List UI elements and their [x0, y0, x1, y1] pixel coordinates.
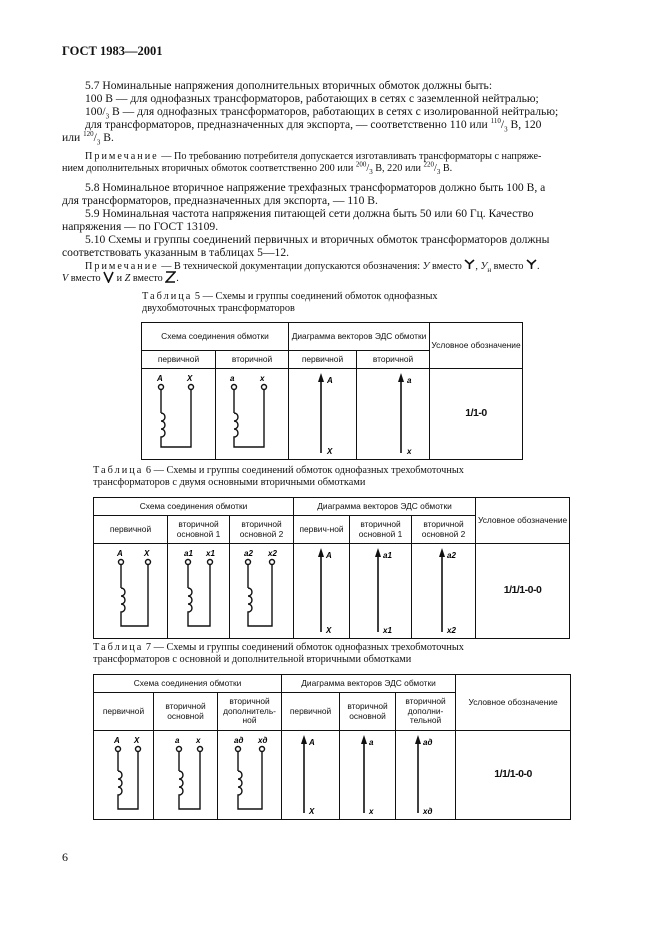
paragraph-5-8-line-1: 5.8 Номинальное вторичное напряжение трехфазных трансформаторов должно быть 100 В, а: [85, 181, 546, 194]
table-5-col-header: вторичной: [216, 351, 289, 369]
table-7: [93, 674, 571, 820]
paragraph-5-10-line-1: 5.10 Схемы и группы соединений первичных и вторичных обмоток трансформаторов должны: [85, 233, 550, 246]
table-7-scheme-secondary-additional: [218, 731, 282, 820]
winding-coil: [186, 560, 213, 627]
table-5-caption-line-1: Таблица 5 — Схемы и группы соединений обмоток однофазных: [142, 291, 438, 302]
terminal-label: x1: [206, 549, 215, 558]
emf-vector-diagram: [412, 544, 476, 638]
vector-label: A: [309, 738, 315, 747]
open-delta-icon: [103, 271, 114, 283]
terminal-label: a2: [244, 549, 253, 558]
paragraph-5-7-line-2: 100 В — для однофазных трансформаторов, работающих в сетях с заземленной нейтралью;: [85, 92, 539, 105]
winding-diagram: [218, 731, 282, 819]
paragraph-5-9-line-2: напряжения — по ГОСТ 13109.: [62, 220, 219, 233]
table-5-header-scheme: Схема соединения обмотки: [142, 323, 289, 351]
vector-arrowhead: [375, 548, 381, 557]
table-6-vector-secondary-1: [350, 544, 412, 639]
table-6-caption-line-2: трансформаторов с двумя основными вторичными обмотками: [93, 477, 366, 488]
table-7-col-header: вторичной дополни-тельной: [396, 693, 456, 731]
vector-label: X: [309, 807, 315, 816]
winding-coil: [116, 747, 141, 810]
vector-label: x2: [447, 626, 456, 635]
vector-label: X: [326, 626, 332, 635]
vector-label: aд: [423, 738, 433, 747]
table-5-header-symbol: Условное обозначение: [430, 323, 523, 369]
table-7-col-header: вторичной дополнитель-ной: [218, 693, 282, 731]
vector-arrowhead: [415, 735, 421, 744]
table-7-symbol-value: 1/1/1-0-0: [456, 731, 571, 820]
table-7-caption-line-1: Таблица 7 — Схемы и группы соединений обмоток однофазных трехобмоточных: [93, 642, 464, 653]
vector-arrowhead: [318, 373, 324, 382]
table-6-col-header: вторичной основной 1: [168, 516, 230, 544]
terminal-label: X: [187, 374, 193, 383]
paragraph-5-7-line-5: или $^{120}/_3$ В.: [62, 130, 114, 147]
winding-diagram: [168, 544, 230, 638]
terminal-label: x2: [268, 549, 277, 558]
paragraph-5-9-line-1: 5.9 Номинальная частота напряжения питающей сети должна быть 50 или 60 Гц. Качество: [85, 207, 534, 220]
table-7-vector-primary: [282, 731, 340, 820]
table-7-col-header: первичной: [282, 693, 340, 731]
table-5-symbol-value: 1/1-0: [430, 369, 523, 460]
terminal-label: a: [230, 374, 235, 383]
table-6-header-scheme: Схема соединения обмотки: [94, 498, 294, 516]
table-5: [141, 322, 523, 460]
table-6: [93, 497, 570, 639]
winding-diagram: [94, 731, 154, 819]
page-number: 6: [62, 850, 68, 864]
terminal-label: a1: [184, 549, 193, 558]
table-7-header-symbol: Условное обозначение: [456, 675, 571, 731]
star-connection-icon: [464, 259, 475, 270]
table-5-vector-primary: [289, 369, 357, 460]
vector-arrowhead: [301, 735, 307, 744]
paragraph-5-7-line-3: $100/_3$ В — для однофазных трансформаторов, работающих в сетях с изолированной нейтралью;: [85, 105, 559, 121]
table-5-caption-line-2: двухобмоточных трансформаторов: [142, 303, 295, 314]
winding-diagram: [216, 369, 289, 459]
terminal-label: x: [196, 736, 201, 745]
winding-coil: [119, 560, 151, 627]
vector-label: a1: [383, 551, 392, 560]
table-6-scheme-secondary-1: [168, 544, 230, 639]
paragraph-5-8-line-2: для трансформаторов, предназначенных для экспорта, — 110 В.: [62, 194, 378, 207]
table-7-col-header: вторичной основной: [340, 693, 396, 731]
vector-label: X: [327, 447, 333, 456]
vector-arrowhead: [318, 548, 324, 557]
terminal-label: X: [144, 549, 150, 558]
table-6-col-header: вторичной основной 2: [230, 516, 294, 544]
table-7-header-diagram: Диаграмма векторов ЭДС обмотки: [282, 675, 456, 693]
table-7-scheme-secondary-main: [154, 731, 218, 820]
star-neutral-connection-icon: [526, 259, 537, 270]
emf-vector-diagram: [294, 544, 350, 638]
table-6-col-header: первичной: [94, 516, 168, 544]
table-6-vector-primary: [294, 544, 350, 639]
document-header: ГОСТ 1983—2001: [62, 44, 163, 58]
table-6-col-header: первич-ной: [294, 516, 350, 544]
table-6-scheme-primary: [94, 544, 168, 639]
table-7-caption-line-2: трансформаторов с основной и дополнительной вторичными обмотками: [93, 654, 412, 665]
vector-arrowhead: [361, 735, 367, 744]
emf-vector-diagram: [357, 369, 430, 459]
winding-coil: [177, 747, 203, 810]
vector-label: a2: [447, 551, 456, 560]
vector-label: x: [369, 807, 374, 816]
winding-diagram: [142, 369, 216, 459]
terminal-label: X: [134, 736, 140, 745]
table-7-header-scheme: Схема соединения обмотки: [94, 675, 282, 693]
winding-coil: [246, 560, 275, 627]
vector-label: x1: [383, 626, 392, 635]
table-7-vector-secondary-main: [340, 731, 396, 820]
table-6-col-header: вторичной основной 1: [350, 516, 412, 544]
table-6-header-diagram: Диаграмма векторов ЭДС обмотки: [294, 498, 476, 516]
vector-label: A: [327, 376, 333, 385]
table-7-col-header: первичной: [94, 693, 154, 731]
table-5-scheme-secondary: [216, 369, 289, 460]
vector-arrowhead: [398, 373, 404, 382]
winding-coil: [232, 385, 267, 448]
vector-label: a: [369, 738, 374, 747]
note-2-line-1: Примечание — В технической документации допускаются обозначения: У вместо , $У_н$ вместо .: [85, 261, 540, 275]
terminal-label: x: [260, 374, 265, 383]
table-6-vector-secondary-2: [412, 544, 476, 639]
emf-vector-diagram: [340, 731, 396, 819]
terminal-label: A: [117, 549, 123, 558]
table-5-vector-secondary: [357, 369, 430, 460]
terminal-label: a: [175, 736, 180, 745]
table-6-header-symbol: Условное обозначение: [476, 498, 570, 544]
emf-vector-diagram: [289, 369, 357, 459]
winding-coil: [236, 747, 265, 810]
paragraph-5-7-line-4: для трансформаторов, предназначенных для экспорта, — соответственно 110 или $^{110}/_3$ В, 120: [85, 117, 542, 134]
winding-diagram: [94, 544, 168, 638]
terminal-label: xд: [258, 736, 268, 745]
note-2-line-2: V вместо и Z вместо .: [62, 273, 179, 284]
emf-vector-diagram: [282, 731, 340, 819]
vector-label: A: [326, 551, 332, 560]
table-5-header-diagram: Диаграмма векторов ЭДС обмотки: [289, 323, 430, 351]
note-1-line-2: нием дополнительных вторичных обмоток соответственно 200 или $^{200}/_3$ В, 220 или $^{220}/_3$ В.: [62, 160, 453, 177]
terminal-label: A: [114, 736, 120, 745]
table-5-col-header: вторичной: [357, 351, 430, 369]
winding-diagram: [154, 731, 218, 819]
table-7-col-header: вторичной основной: [154, 693, 218, 731]
emf-vector-diagram: [350, 544, 412, 638]
paragraph-5-7-line-1: 5.7 Номинальные напряжения дополнительных вторичных обмоток должны быть:: [85, 79, 493, 92]
table-7-scheme-primary: [94, 731, 154, 820]
table-5-scheme-primary: [142, 369, 216, 460]
winding-diagram: [230, 544, 294, 638]
vector-label: a: [407, 376, 412, 385]
paragraph-5-10-line-2: соответствовать указанным в таблицах 5—12.: [62, 246, 290, 259]
note-1-line-1: Примечание — По требованию потребителя допускается изготавливать трансформаторы с напряже-: [85, 151, 542, 162]
terminal-label: aд: [234, 736, 244, 745]
table-6-col-header: вторичной основной 2: [412, 516, 476, 544]
winding-coil: [159, 385, 194, 448]
vector-arrowhead: [439, 548, 445, 557]
table-6-caption-line-1: Таблица 6 — Схемы и группы соединений обмоток однофазных трехобмоточных: [93, 465, 464, 476]
emf-vector-diagram: [396, 731, 456, 819]
table-7-vector-secondary-additional: [396, 731, 456, 820]
vector-label: xд: [423, 807, 433, 816]
table-6-symbol-value: 1/1/1-0-0: [476, 544, 570, 639]
vector-label: x: [407, 447, 412, 456]
terminal-label: A: [157, 374, 163, 383]
table-5-col-header: первичной: [289, 351, 357, 369]
zigzag-connection-icon: [165, 271, 176, 283]
table-5-col-header: первичной: [142, 351, 216, 369]
table-6-scheme-secondary-2: [230, 544, 294, 639]
